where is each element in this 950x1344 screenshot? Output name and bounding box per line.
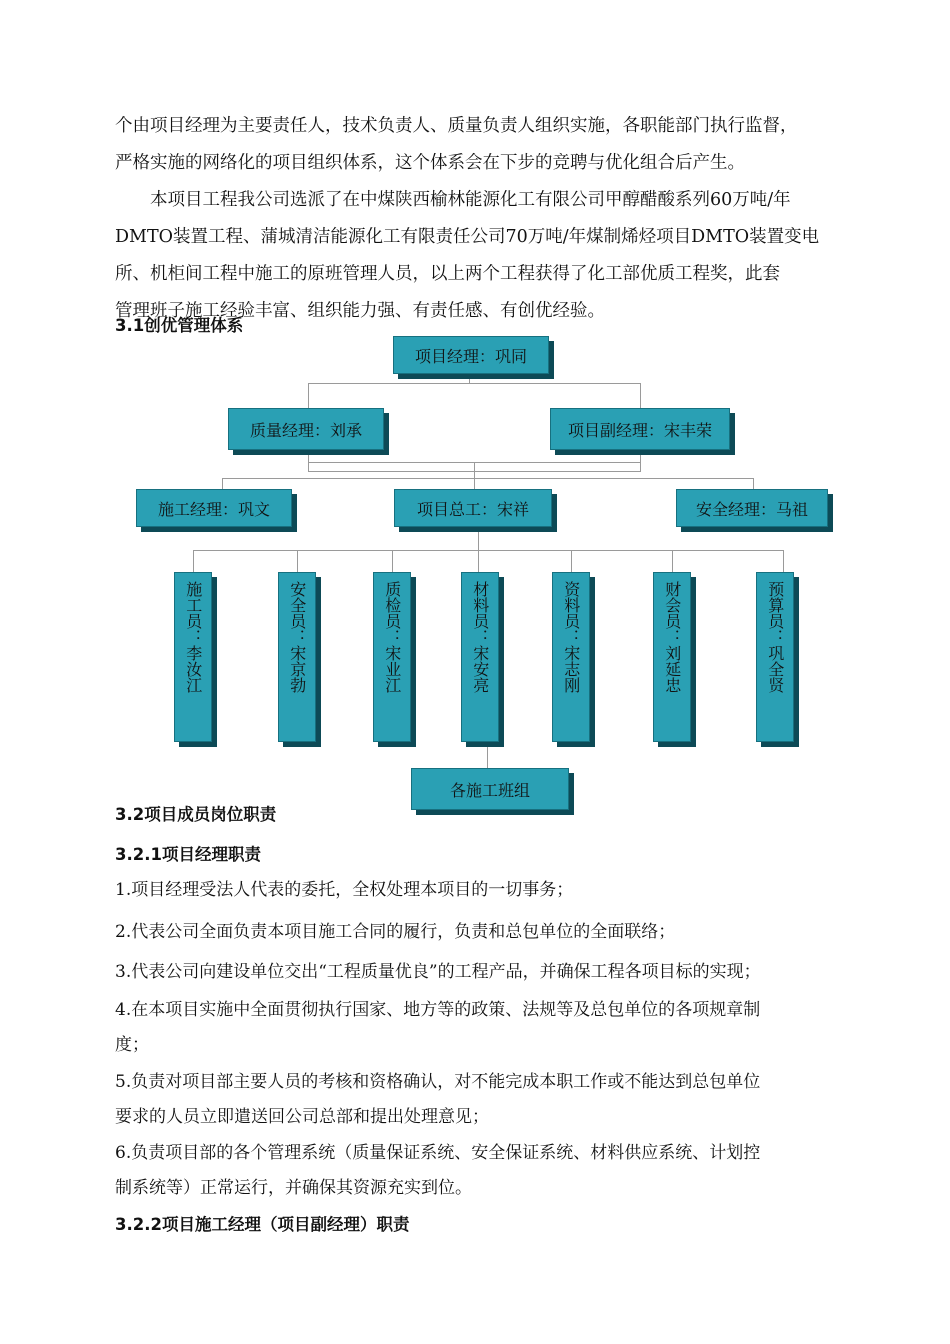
text-line: 6.负责项目部的各个管理系统（质量保证系统、安全保证系统、材料供应系统、计划控	[115, 1143, 761, 1163]
org-node-label: 材料员：宋安亮	[470, 581, 490, 693]
text-line: DMTO装置工程、蒲城清洁能源化工有限责任公司70万吨/年煤制烯烃项目DMTO装置变电	[115, 227, 820, 247]
org-node-project-manager	[393, 336, 549, 374]
text-line: 个由项目经理为主要责任人，技术负责人、质量负责人组织实施，各职能部门执行监督，	[115, 116, 798, 136]
org-node-label: 施工经理：巩文	[157, 499, 270, 519]
connector-line	[297, 550, 298, 572]
org-node-chief-engineer	[394, 489, 552, 527]
connector-line	[222, 478, 754, 479]
text-line: 3.代表公司向建设单位交出“工程质量优良”的工程产品，并确保工程各项目标的实现；	[115, 962, 761, 982]
section-heading-3-1: 3.1创优管理体系	[115, 316, 244, 335]
org-node-label: 项目副经理：宋丰荣	[567, 420, 712, 440]
connector-line	[193, 550, 783, 551]
org-node-safety-staff	[278, 572, 316, 742]
connector-line	[672, 550, 673, 572]
connector-line	[640, 452, 641, 472]
section-heading-3-2: 3.2项目成员岗位职责	[115, 805, 277, 824]
intro-paragraph-1	[115, 108, 845, 182]
text-line: 要求的人员立即遣送回公司总部和提出处理意见；	[115, 1107, 489, 1127]
org-node-material-staff	[461, 572, 499, 742]
org-node-label: 资料员：宋志刚	[561, 581, 581, 693]
org-node-budget-staff	[756, 572, 794, 742]
org-node-deputy-manager	[550, 408, 730, 450]
intro-paragraph-2	[115, 182, 845, 330]
org-node-construction-staff	[174, 572, 212, 742]
org-node-label: 预算员：巩全贤	[765, 581, 785, 693]
section-heading-3-2-2: 3.2.2项目施工经理（项目副经理）职责	[115, 1215, 410, 1234]
connector-line	[478, 530, 479, 572]
org-node-quality-manager	[228, 408, 384, 450]
text-line: 制系统等）正常运行，并确保其资源充实到位。	[115, 1178, 472, 1198]
org-node-label: 质检员：宋业江	[382, 581, 402, 693]
org-node-label: 项目总工：宋祥	[416, 499, 529, 519]
duty-item-5	[115, 1065, 850, 1135]
text-line: 本项目工程我公司选派了在中煤陕西榆林能源化工有限公司甲醇醋酸系列60万吨/年	[150, 190, 791, 210]
connector-line	[193, 550, 194, 572]
connector-line	[487, 742, 488, 768]
connector-line	[308, 462, 640, 463]
org-node-documentation-staff	[552, 572, 590, 742]
connector-line	[474, 462, 475, 490]
connector-line	[308, 452, 309, 472]
org-node-accounting-staff	[653, 572, 691, 742]
duty-item-4	[115, 993, 850, 1063]
org-node-label: 财会员：刘延忠	[662, 581, 682, 693]
org-node-work-teams	[411, 768, 569, 810]
org-node-construction-manager	[136, 489, 292, 527]
duty-item-3	[115, 955, 850, 990]
duty-item-2	[115, 915, 850, 950]
text-line: 2.代表公司全面负责本项目施工合同的履行，负责和总包单位的全面联络；	[115, 922, 676, 942]
connector-line	[392, 550, 393, 572]
text-line: 所、机柜间工程中施工的原班管理人员，以上两个工程获得了化工部优质工程奖，此套	[115, 264, 780, 284]
org-node-safety-manager	[676, 489, 828, 527]
org-node-label: 各施工班组	[449, 780, 530, 800]
org-node-label: 项目经理：巩同	[414, 346, 527, 366]
text-line: 4.在本项目实施中全面贯彻执行国家、地方等的政策、法规等及总包单位的各项规章制	[115, 1000, 761, 1020]
text-line: 严格实施的网络化的项目组织体系，这个体系会在下步的竞聘与优化组合后产生。	[115, 153, 745, 173]
duty-item-1	[115, 873, 850, 908]
org-node-label: 安全员：宋京勃	[287, 581, 307, 693]
connector-line	[308, 383, 640, 384]
connector-line	[308, 383, 309, 408]
text-line: 5.负责对项目部主要人员的考核和资格确认，对不能完成本职工作或不能达到总包单位	[115, 1072, 761, 1092]
text-line: 度；	[115, 1035, 149, 1055]
org-node-label: 安全经理：马祖	[695, 499, 808, 519]
text-line: 1.项目经理受法人代表的委托，全权处理本项目的一切事务；	[115, 880, 574, 900]
connector-line	[571, 550, 572, 572]
text-line: 管理班子施工经验丰富、组织能力强、有责任感、有创优经验。	[115, 301, 605, 321]
org-node-label: 质量经理：刘承	[249, 420, 362, 440]
section-heading-3-2-1: 3.2.1项目经理职责	[115, 845, 261, 864]
duty-item-6	[115, 1136, 850, 1206]
connector-line	[308, 471, 640, 472]
connector-line	[783, 550, 784, 572]
org-node-label: 施工员：李汝江	[183, 581, 203, 693]
connector-line	[640, 383, 641, 408]
org-node-quality-inspector	[373, 572, 411, 742]
